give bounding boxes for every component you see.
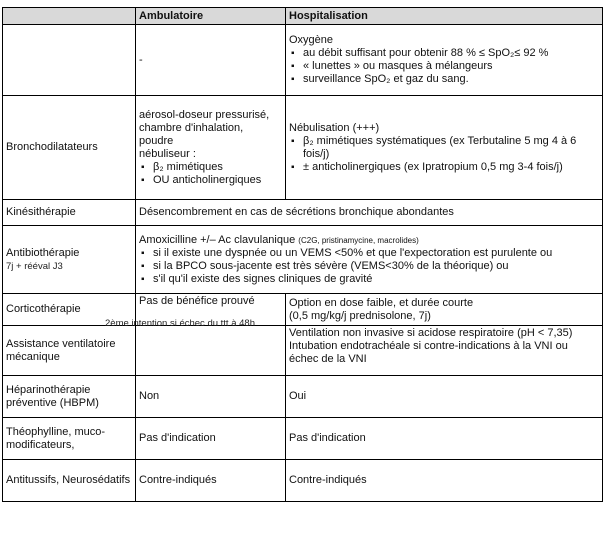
theo-ambu: Pas d'indication [136,418,286,460]
header-empty [3,8,136,25]
hepar-ambu: Non [136,376,286,418]
broncho-hosp-list [289,135,599,174]
header-hospitalisation: Hospitalisation [286,8,603,25]
row-kinesitherapie [3,200,603,226]
ventil-hosp-line: Ventilation non invasive si acidose respiratoire (pH < 7,35) [289,327,573,339]
cortico-hosp-line: Option en dose faible, et durée courte [289,296,474,309]
cortico-hosp-line: (0,5 mg/kg/j prednisolone, 7j) [289,309,431,322]
treatment-table [2,7,603,502]
oxygen-hosp [286,25,603,96]
hepar-hosp: Oui [286,376,603,418]
broncho-hosp-title: Nébulisation (+++) [289,121,380,134]
antitus-hosp: Contre-indiqués [286,460,603,502]
antibio-title: Amoxicilline +/– Ac clavulanique [139,233,296,246]
antitus-ambu: Contre-indiqués [136,460,286,502]
list-item: ▪ surveillance SpO₂ et gaz du sang. [303,73,599,86]
ventil-hosp-line: Intubation endotrachéale si contre-indications à la VNI ou échec de la VNI [289,340,568,365]
ventil-label: Assistance ventilatoire mécanique [3,326,136,376]
list-item: ▪ β₂ mimétiques [153,161,282,174]
oxygen-ambu: - [136,25,286,96]
antibio-alternatives: (C2G, pristinamycine, macrolides) [298,235,419,245]
row-bronchodilatateurs [3,96,603,200]
list-item: ▪ OU anticholinergiques [153,174,282,187]
cortico-ambu: Pas de bénéfice prouvé [136,294,286,326]
antibio-label: Antibiothérapie [6,246,80,259]
row-heparinotherapie [3,376,603,418]
list-item: ▪ au débit suffisant pour obtenir 88 % ≤ SpO₂≤ 92 % [303,47,599,60]
hepar-label: Héparinothérapie préventive (HBPM) [3,376,136,418]
oxygen-list [289,47,599,86]
ventil-hosp [286,326,603,376]
row-antibiotherapie [3,226,603,294]
list-item: ▪ « lunettes » ou masques à mélangeurs [303,60,599,73]
antibio-note: 7j + rééval J3 [6,260,63,272]
broncho-ambu-line: chambre d'inhalation, [139,121,244,134]
cortico-hosp [286,294,603,326]
theo-hosp: Pas d'indication [286,418,603,460]
cortico-note: 2ème intention si échec du ttt à 48h [105,318,255,329]
antibio-title-line [139,234,599,247]
broncho-ambu-line: aérosol-doseur pressurisé, [139,108,270,121]
list-item: ▪ β₂ mimétiques systématiques (ex Terbutaline 5 mg 4 à 6 fois/j) [303,135,599,161]
broncho-label: Bronchodilatateurs [3,96,136,200]
header-row [3,8,603,25]
ventil-ambu [136,326,286,376]
antitus-label: Antitussifs, Neurosédatifs [3,460,136,502]
antibio-list [139,247,599,286]
list-item: ▪ si il existe une dyspnée ou un VEMS <50% et que l'expectoration est purulente ou [153,247,599,260]
kine-text: Désencombrement en cas de sécrétions bronchique abondantes [136,200,603,226]
broncho-ambu-line: poudre [139,134,174,147]
row-theophylline [3,418,603,460]
broncho-ambu-list [139,161,282,187]
broncho-ambu-line: nébuliseur : [139,147,196,160]
antibio-label-cell [3,226,136,294]
row-ventilation [3,326,603,376]
oxygen-title: Oxygène [289,34,334,46]
list-item: ▪ s'il qu'il existe des signes cliniques de gravité [153,273,599,286]
theo-label: Théophylline, muco-modificateurs, [3,418,136,460]
oxygen-label [3,25,136,96]
row-corticotherapie [3,294,603,326]
cortico-label: Corticothérapie [3,294,136,326]
header-ambulatoire: Ambulatoire [136,8,286,25]
broncho-ambu [136,96,286,200]
antibio-content [136,226,603,294]
row-oxygen [3,25,603,96]
list-item: ▪ si la BPCO sous-jacente est très sévère (VEMS<30% de la théorique) ou [153,260,599,273]
list-item: ▪ ± anticholinergiques (ex Ipratropium 0,5 mg 3-4 fois/j) [303,161,599,174]
kine-label: Kinésithérapie [3,200,136,226]
row-antitussifs [3,460,603,502]
broncho-hosp [286,96,603,200]
